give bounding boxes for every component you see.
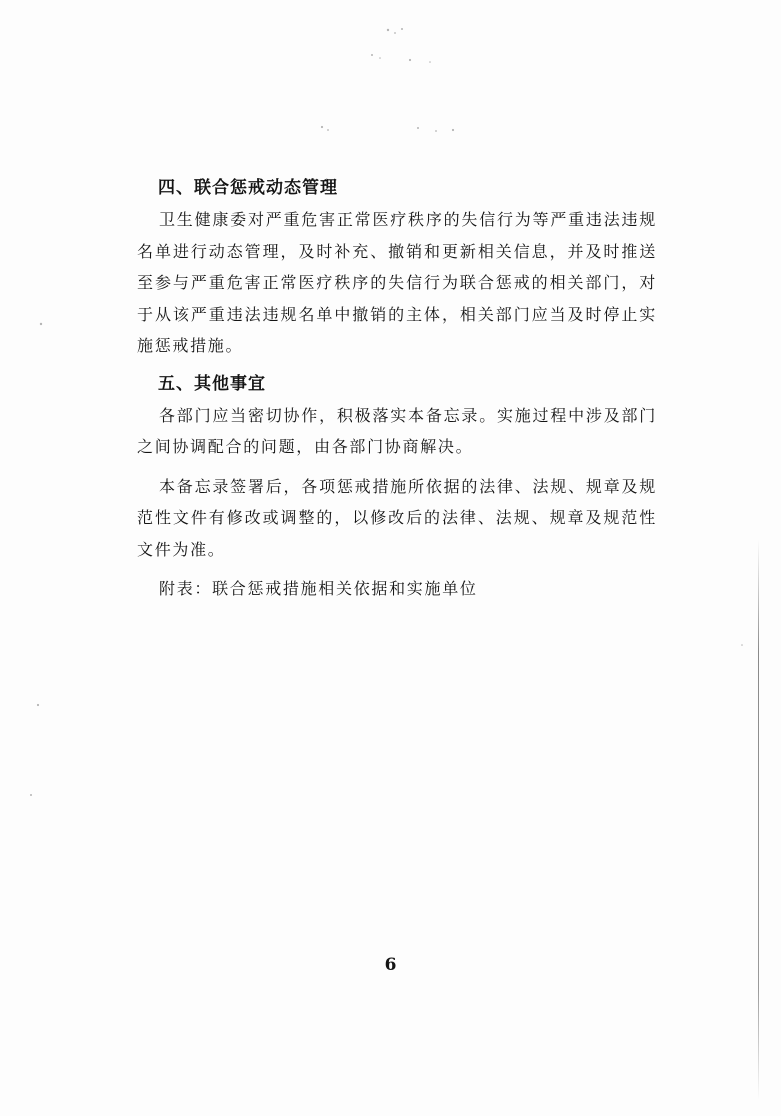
section-4 [137, 172, 657, 362]
paragraph: 卫生健康委对严重危害正常医疗秩序的失信行为等严重违法违规名单进行动态管理，及时补充、撤销和更新相关信息，并及时推送至参与严重危害正常医疗秩序的失信行为联合惩戒的相关部门，对于从该严重违法违规名单中撤销的主体，相关部门应当及时停止实施惩戒措施。 [137, 210, 657, 355]
page-number: 6 [384, 955, 397, 975]
document-body [137, 172, 657, 605]
paragraph: 各部门应当密切协作，积极落实本备忘录。实施过程中涉及部门之间协调配合的问题，由各部门协商解决。 [137, 405, 657, 456]
paragraph: 本备忘录签署后，各项惩戒措施所依据的法律、法规、规章及规范性文件有修改或调整的，以修改后的法律、法规、规章及规范性文件为准。 [137, 476, 657, 559]
attachment-note: 附表：联合惩戒措施相关依据和实施单位 [159, 579, 478, 598]
section-heading: 四、联合惩戒动态管理 [158, 178, 338, 198]
scan-edge-line [758, 540, 759, 1100]
section-5 [137, 368, 657, 605]
section-heading: 五、其他事宜 [158, 373, 266, 394]
